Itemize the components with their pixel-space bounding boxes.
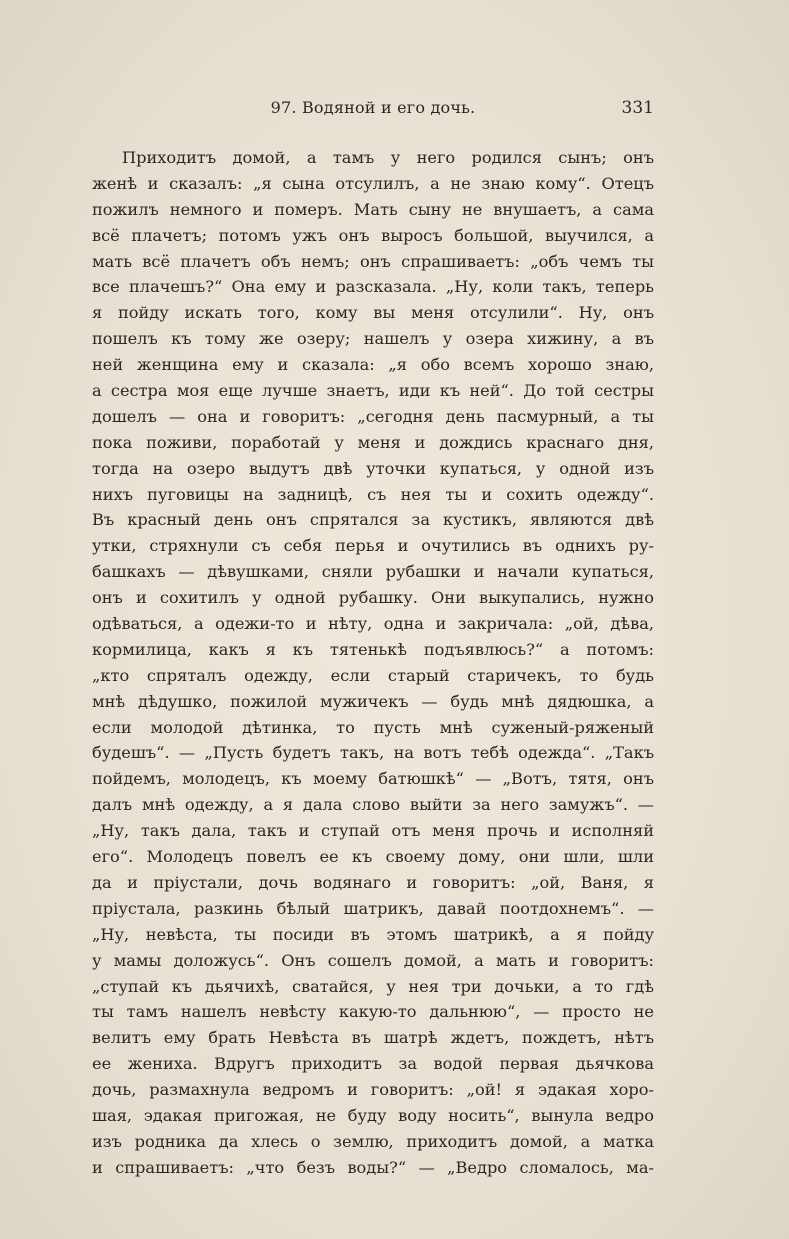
text-line: тогда на озеро выдутъ двѣ уточки купаться, у одной изъ: [92, 458, 654, 478]
text-line: дошелъ — она и говоритъ: „сегодня день пасмурный, а ты: [92, 406, 654, 426]
text-line: Приходитъ домой, а тамъ у него родился сынъ; онъ: [122, 148, 654, 167]
page-number: 331: [621, 98, 654, 118]
text-line: я пойду искать того, кому вы меня отсулили“. Ну, онъ: [92, 303, 654, 323]
text-line: дочь, размахнула ведромъ и говоритъ: „ой! я эдакая хоро-: [92, 1080, 654, 1100]
text-line: онъ и сохитилъ у одной рубашку. Они выкупались, нужно: [92, 588, 654, 608]
text-line: „Ну, невѣста, ты посиди въ этомъ шатрикѣ, а я пойду: [92, 924, 654, 944]
text-line: его“. Молодецъ повелъ ее къ своему дому, они шли, шли: [92, 847, 654, 867]
text-line: пріустала, разкинь бѣлый шатрикъ, давай поотдохнемъ“. —: [92, 898, 654, 918]
text-line: ее жениха. Вдругъ приходитъ за водой первая дьячкова: [92, 1054, 654, 1074]
text-line: все плачешъ?“ Она ему и разсказала. „Ну, коли такъ, теперь: [92, 277, 654, 297]
body-text: [92, 145, 654, 1181]
running-title: 97. Водяной и его дочь.: [270, 98, 476, 117]
text-line: мать всё плачетъ объ немъ; онъ спрашиваетъ: „объ чемъ ты: [92, 251, 654, 271]
text-line: „кто спряталъ одежду, если старый старичекъ, то будь: [92, 665, 654, 685]
text-line: пошелъ къ тому же озеру; нашелъ у озера хижину, а въ: [92, 329, 654, 349]
text-line: велитъ ему брать Невѣста въ шатрѣ ждетъ, пождетъ, нѣтъ: [92, 1028, 654, 1048]
text-line: да и пріустали, дочь водянаго и говоритъ: „ой, Ваня, я: [92, 872, 654, 892]
text-line: пойдемъ, молодецъ, къ моему батюшкѣ“ — „Вотъ, тятя, онъ: [92, 769, 654, 789]
page-header: [92, 98, 654, 124]
text-line: и спрашиваетъ: „что безъ воды?“ — „Ведро сломалось, ма-: [92, 1157, 654, 1177]
text-line: „ступай къ дьячихѣ, сватайся, у нея три дочьки, а то гдѣ: [92, 976, 654, 996]
text-line: если молодой дѣтинка, то пусть мнѣ суженый-ряженый: [92, 717, 654, 737]
text-line: ты тамъ нашелъ невѣсту какую-то дальнюю“, — просто не: [92, 1002, 654, 1022]
text-line: мнѣ дѣдушко, пожилой мужичекъ — будь мнѣ дядюшка, а: [92, 691, 654, 711]
text-line: „Ну, такъ дала, такъ и ступай отъ меня прочь и исполняй: [92, 821, 654, 841]
text-line: изъ родника да хлесь о землю, приходитъ домой, а матка: [92, 1131, 654, 1151]
text-line: всё плачетъ; потомъ ужъ онъ выросъ большой, выучился, а: [92, 225, 654, 245]
text-line: шая, эдакая пригожая, не буду воду носить“, вынула ведро: [92, 1105, 654, 1125]
text-line: Въ красный день онъ спрятался за кустикъ, являются двѣ: [92, 510, 654, 530]
text-line: пожилъ немного и померъ. Мать сыну не внушаетъ, а сама: [92, 199, 654, 219]
text-line: утки, стряхнули съ себя перья и очутились въ однихъ ру-: [92, 536, 654, 556]
text-line: женѣ и сказалъ: „я сына отсулилъ, а не знаю кому“. Отецъ: [92, 173, 654, 193]
text-line: одѣваться, а одежи-то и нѣту, одна и закричала: „ой, дѣва,: [92, 614, 654, 634]
text-line: кормилица, какъ я къ тятенькѣ подъявлюсь?“ а потомъ:: [92, 639, 654, 659]
text-line: а сестра моя еще лучше знаетъ, иди къ ней“. До той сестры: [92, 381, 654, 401]
text-line: будешъ“. — „Пусть будетъ такъ, на вотъ тебѣ одежда“. „Такъ: [92, 743, 654, 763]
text-line: нихъ пуговицы на задницѣ, съ нея ты и сохить одежду“.: [92, 484, 654, 504]
text-line: далъ мнѣ одежду, а я дала слово выйти за него замужъ“. —: [92, 795, 654, 815]
text-line: пока поживи, поработай у меня и дождись краснаго дня,: [92, 432, 654, 452]
text-line: у мамы доложусь“. Онъ сошелъ домой, а мать и говоритъ:: [92, 950, 654, 970]
text-line: башкахъ — дѣвушками, сняли рубашки и начали купаться,: [92, 562, 654, 582]
text-line: ней женщина ему и сказала: „я обо всемъ хорошо знаю,: [92, 355, 654, 375]
